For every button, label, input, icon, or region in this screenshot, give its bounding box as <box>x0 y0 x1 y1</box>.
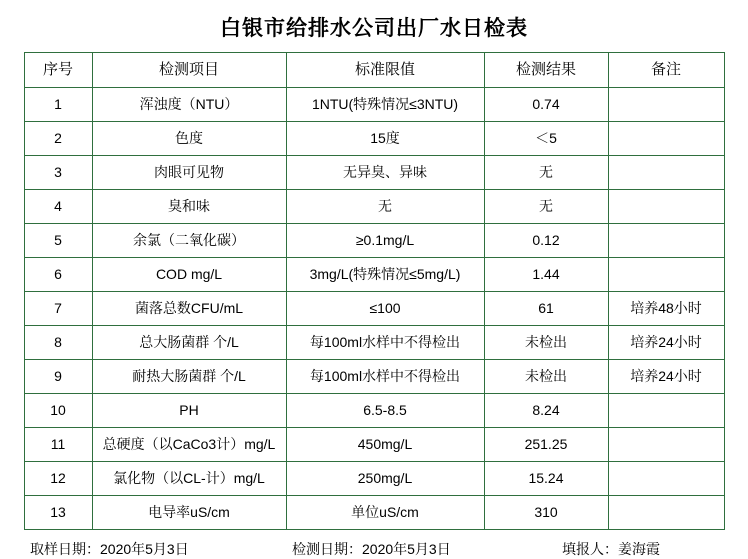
cell-limit: 3mg/L(特殊情况≤5mg/L) <box>286 258 484 292</box>
table-body <box>24 88 724 530</box>
cell-result: 8.24 <box>484 394 608 428</box>
cell-item: 总硬度（以CaCo3计）mg/L <box>92 428 286 462</box>
cell-no: 5 <box>24 224 92 258</box>
table-row <box>24 360 724 394</box>
cell-note <box>608 224 724 258</box>
cell-item: 余氯（二氧化碳） <box>92 224 286 258</box>
cell-result: 310 <box>484 496 608 530</box>
cell-limit: 450mg/L <box>286 428 484 462</box>
cell-result: ＜5 <box>484 122 608 156</box>
sampling-date: 取样日期：2020年5月3日 <box>30 541 189 557</box>
cell-item: PH <box>92 394 286 428</box>
cell-limit: 无 <box>286 190 484 224</box>
cell-limit: 15度 <box>286 122 484 156</box>
cell-result: 61 <box>484 292 608 326</box>
column-header-note: 备注 <box>608 53 724 88</box>
cell-limit: ≥0.1mg/L <box>286 224 484 258</box>
cell-no: 7 <box>24 292 92 326</box>
cell-result: 无 <box>484 156 608 190</box>
cell-note <box>608 394 724 428</box>
cell-no: 11 <box>24 428 92 462</box>
cell-item: 总大肠菌群 个/L <box>92 326 286 360</box>
table-header <box>24 53 724 88</box>
cell-note: 培养24小时 <box>608 360 724 394</box>
column-header-no: 序号 <box>24 53 92 88</box>
table-row <box>24 496 724 530</box>
cell-no: 4 <box>24 190 92 224</box>
cell-result: 0.74 <box>484 88 608 122</box>
table-row <box>24 88 724 122</box>
testing-date: 检测日期：2020年5月3日 <box>292 541 451 557</box>
cell-result: 未检出 <box>484 360 608 394</box>
cell-result: 1.44 <box>484 258 608 292</box>
cell-item: 色度 <box>92 122 286 156</box>
table-row <box>24 428 724 462</box>
cell-limit: ≤100 <box>286 292 484 326</box>
table-row <box>24 292 724 326</box>
cell-note <box>608 258 724 292</box>
cell-result: 无 <box>484 190 608 224</box>
cell-result: 15.24 <box>484 462 608 496</box>
cell-item: 氯化物（以CL-计）mg/L <box>92 462 286 496</box>
cell-item: 肉眼可见物 <box>92 156 286 190</box>
cell-note <box>608 462 724 496</box>
cell-no: 8 <box>24 326 92 360</box>
cell-limit: 1NTU(特殊情况≤3NTU) <box>286 88 484 122</box>
table-row <box>24 462 724 496</box>
column-header-limit: 标准限值 <box>286 53 484 88</box>
cell-item: 电导率uS/cm <box>92 496 286 530</box>
cell-no: 3 <box>24 156 92 190</box>
cell-item: 浑浊度（NTU） <box>92 88 286 122</box>
cell-note <box>608 88 724 122</box>
cell-limit: 250mg/L <box>286 462 484 496</box>
cell-limit: 每100ml水样中不得检出 <box>286 326 484 360</box>
cell-no: 10 <box>24 394 92 428</box>
footer <box>24 530 724 559</box>
cell-note: 培养48小时 <box>608 292 724 326</box>
table-header-row <box>24 53 724 88</box>
table-row <box>24 394 724 428</box>
cell-item: COD mg/L <box>92 258 286 292</box>
cell-note <box>608 156 724 190</box>
cell-note: 培养24小时 <box>608 326 724 360</box>
cell-note <box>608 190 724 224</box>
cell-no: 9 <box>24 360 92 394</box>
cell-note <box>608 122 724 156</box>
cell-item: 臭和味 <box>92 190 286 224</box>
table-row <box>24 156 724 190</box>
cell-result: 未检出 <box>484 326 608 360</box>
cell-note <box>608 496 724 530</box>
table-row <box>24 258 724 292</box>
cell-no: 6 <box>24 258 92 292</box>
cell-no: 1 <box>24 88 92 122</box>
cell-note <box>608 428 724 462</box>
cell-limit: 无异臭、异味 <box>286 156 484 190</box>
table-row <box>24 326 724 360</box>
cell-item: 菌落总数CFU/mL <box>92 292 286 326</box>
page-title: 白银市给排水公司出厂水日检表 <box>220 16 528 40</box>
cell-limit: 6.5-8.5 <box>286 394 484 428</box>
table-row <box>24 122 724 156</box>
table-row <box>24 190 724 224</box>
cell-result: 0.12 <box>484 224 608 258</box>
column-header-result: 检测结果 <box>484 53 608 88</box>
cell-limit: 单位uS/cm <box>286 496 484 530</box>
cell-item: 耐热大肠菌群 个/L <box>92 360 286 394</box>
column-header-item: 检测项目 <box>92 53 286 88</box>
cell-result: 251.25 <box>484 428 608 462</box>
cell-limit: 每100ml水样中不得检出 <box>286 360 484 394</box>
cell-no: 12 <box>24 462 92 496</box>
table-row <box>24 224 724 258</box>
cell-no: 13 <box>24 496 92 530</box>
cell-no: 2 <box>24 122 92 156</box>
reporter: 填报人：姜海霞 <box>562 541 660 557</box>
water-daily-inspection-table <box>24 52 725 530</box>
